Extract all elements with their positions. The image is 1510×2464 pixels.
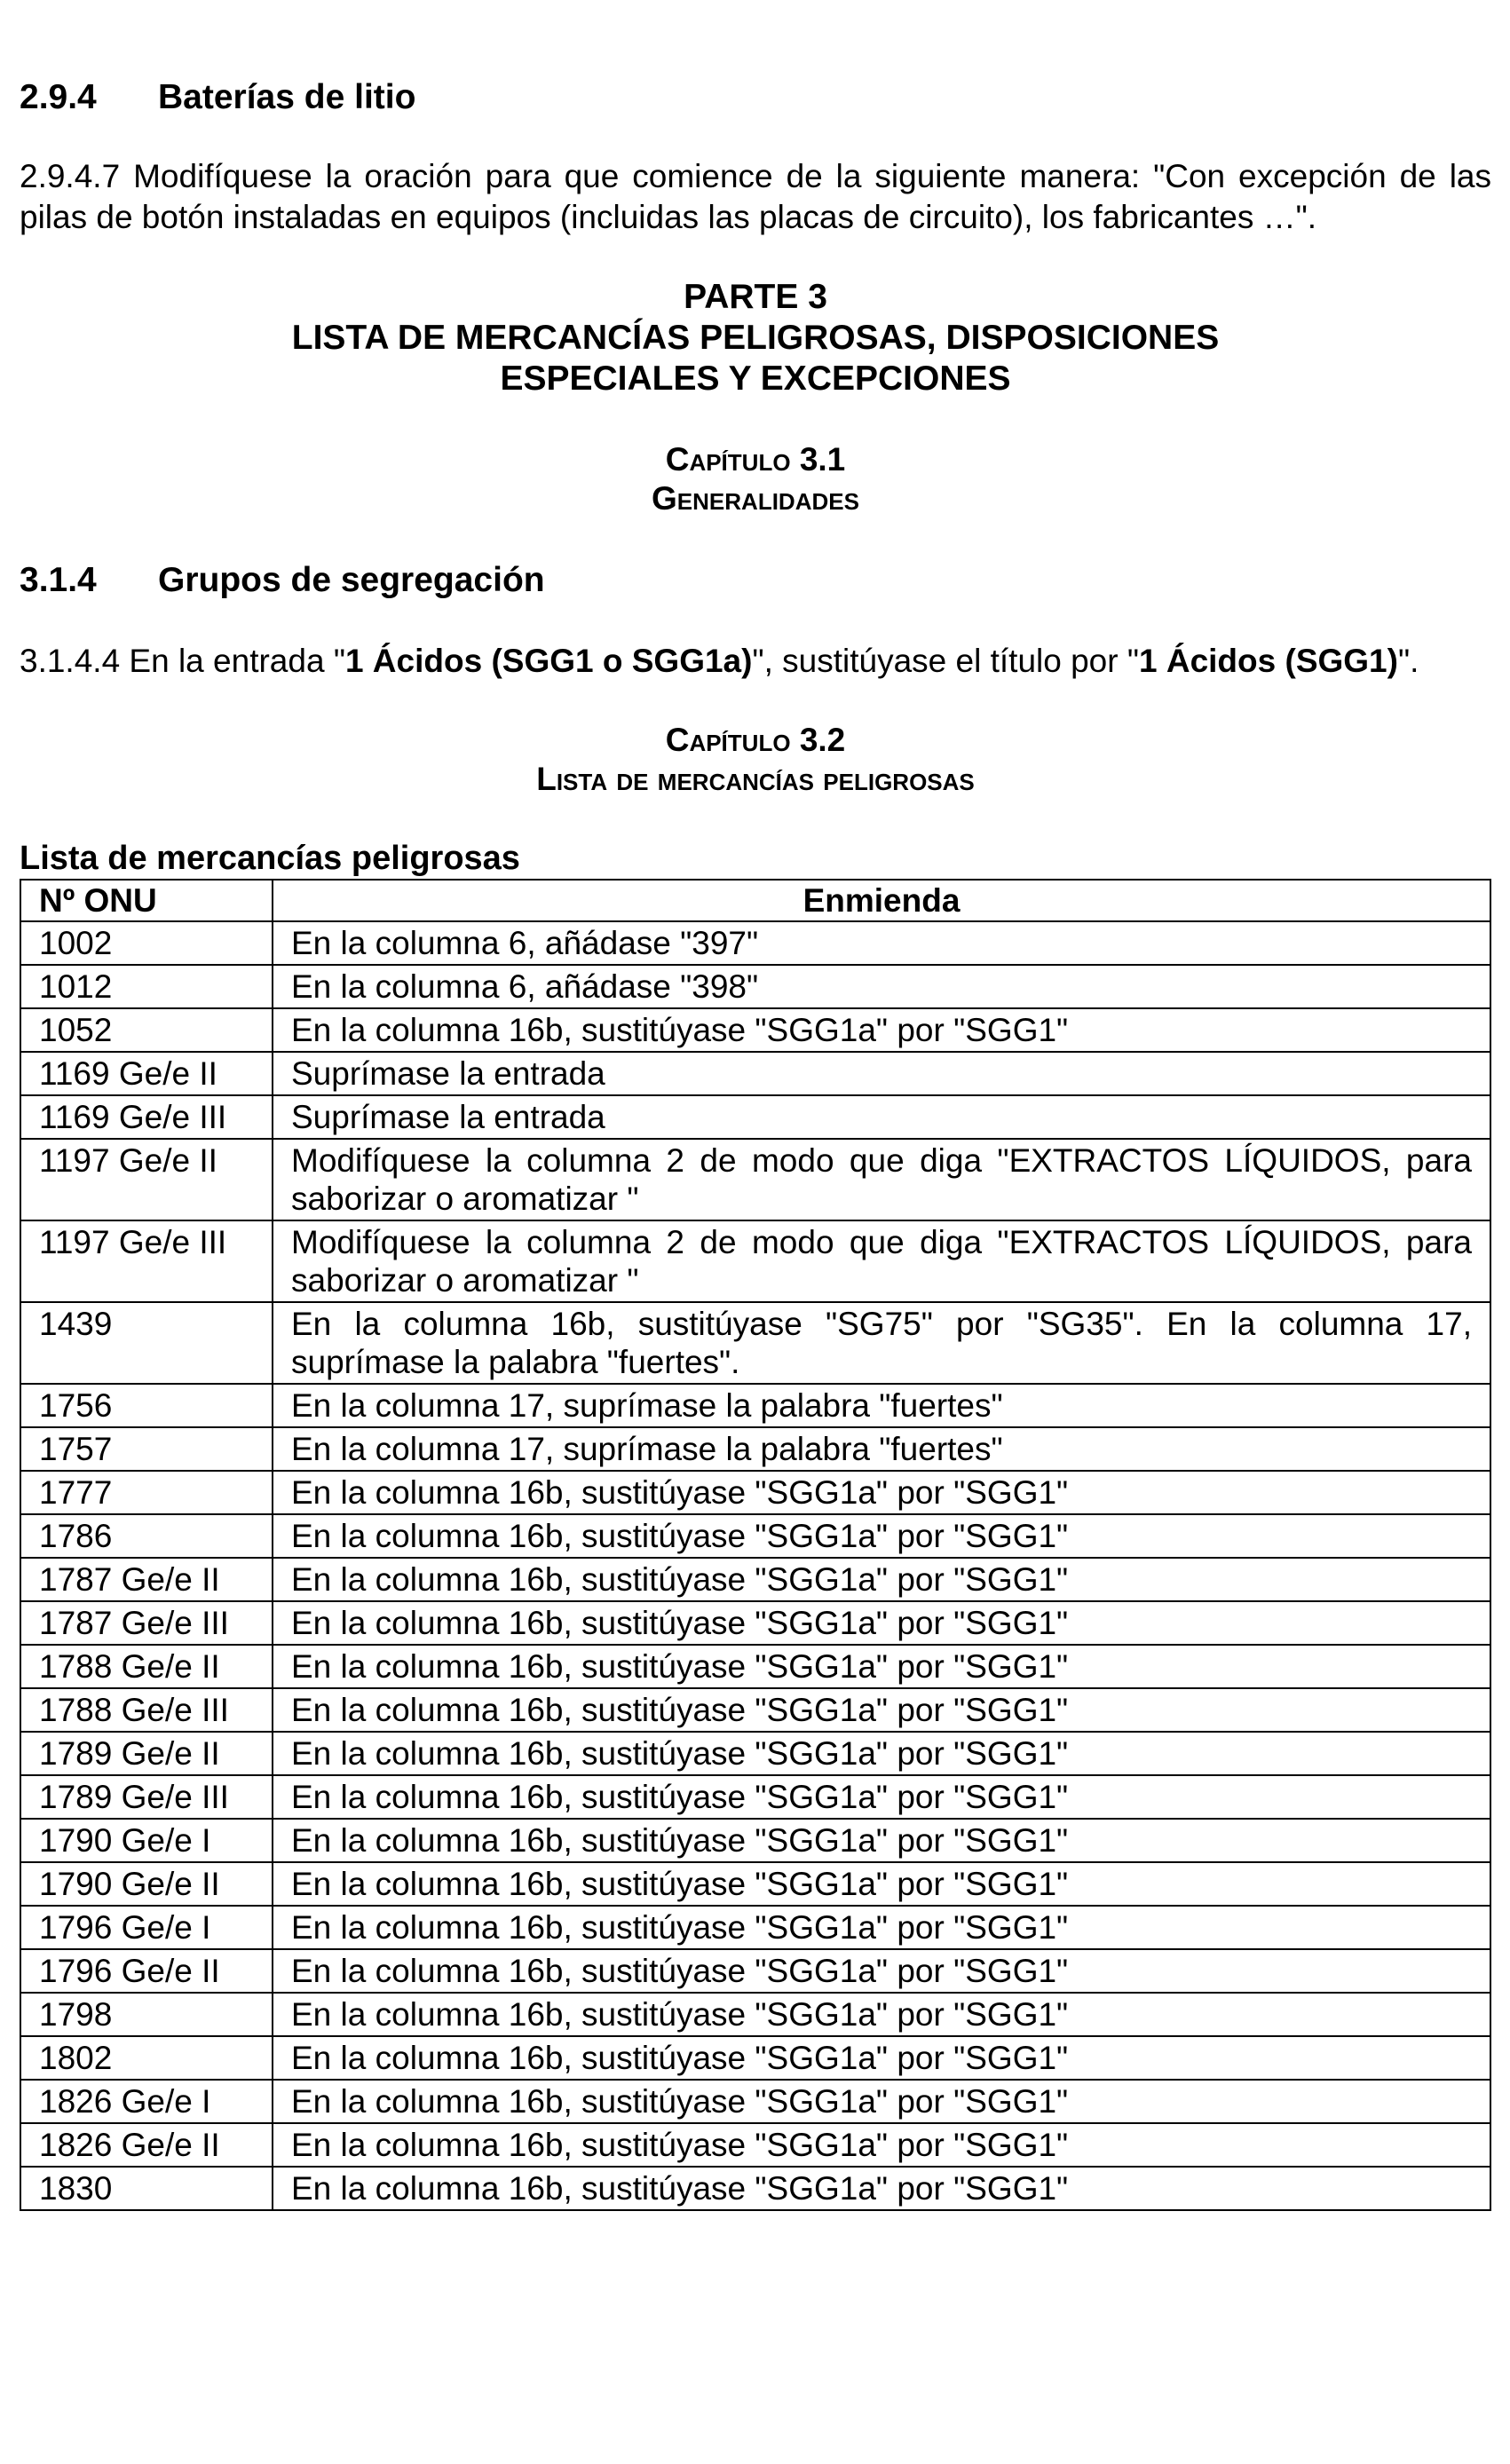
- cell-amendment: En la columna 16b, sustitúyase "SGG1a" por "SGG1": [273, 1819, 1490, 1862]
- cell-amendment: En la columna 6, añádase "398": [273, 965, 1490, 1008]
- cell-amendment: En la columna 16b, sustitúyase "SGG1a" por "SGG1": [273, 1645, 1490, 1688]
- paragraph-2-9-4-7: 2.9.4.7 Modifíquese la oración para que comience de la siguiente manera: "Con excepción de las pilas de botón instaladas en equipos (incluidas las placas de circuito), los fabricantes …".: [20, 158, 1491, 235]
- paragraph-prefix: 3.1.4.4 En la entrada ": [20, 643, 345, 679]
- cell-amendment: Suprímase la entrada: [273, 1052, 1490, 1095]
- table-row: [20, 1862, 1490, 1906]
- bold-entry-old: 1 Ácidos (SGG1 o SGG1a): [344, 643, 753, 679]
- cell-amendment: En la columna 16b, sustitúyase "SGG1a" por "SGG1": [273, 1906, 1490, 1949]
- table-row: [20, 1427, 1490, 1471]
- table-row: [20, 921, 1490, 965]
- section-number: 2.9.4: [20, 78, 97, 116]
- section-title: Baterías de litio: [158, 78, 416, 116]
- table-row: [20, 1384, 1490, 1427]
- table-body: [20, 921, 1490, 2210]
- chapter-3-2-heading: [20, 721, 1491, 799]
- section-title: Grupos de segregación: [158, 561, 545, 599]
- cell-un-number: 1052: [20, 1008, 273, 1052]
- cell-un-number: 1789 Ge/e III: [20, 1775, 273, 1819]
- cell-un-number: 1169 Ge/e III: [20, 1095, 273, 1139]
- chapter-label: Capítulo 3.2: [665, 722, 846, 758]
- cell-amendment: En la columna 16b, sustitúyase "SGG1a" por "SGG1": [273, 2036, 1490, 2080]
- table-row: [20, 1906, 1490, 1949]
- section-number: 3.1.4: [20, 561, 97, 599]
- cell-un-number: 1002: [20, 921, 273, 965]
- cell-un-number: 1830: [20, 2167, 273, 2210]
- table-row: [20, 1095, 1490, 1139]
- cell-un-number: 1790 Ge/e II: [20, 1862, 273, 1906]
- paragraph-middle: ", sustitúyase el título por ": [752, 643, 1139, 679]
- cell-un-number: 1169 Ge/e II: [20, 1052, 273, 1095]
- cell-un-number: 1826 Ge/e II: [20, 2123, 273, 2167]
- table-row: [20, 2167, 1490, 2210]
- document-page: [20, 76, 1491, 2211]
- part-number: PARTE 3: [684, 278, 827, 316]
- cell-un-number: 1798: [20, 1993, 273, 2036]
- cell-un-number: 1788 Ge/e III: [20, 1688, 273, 1732]
- cell-amendment: En la columna 16b, sustitúyase "SGG1a" por "SGG1": [273, 1471, 1490, 1514]
- cell-un-number: 1787 Ge/e II: [20, 1558, 273, 1601]
- cell-amendment: Modifíquese la columna 2 de modo que diga "EXTRACTOS LÍQUIDOS, para saborizar o aromatizar ": [273, 1220, 1490, 1302]
- table-row: [20, 1052, 1490, 1095]
- table-header-row: [20, 880, 1490, 921]
- part-heading: [20, 277, 1491, 399]
- table-row: [20, 1220, 1490, 1302]
- cell-amendment: En la columna 16b, sustitúyase "SGG1a" por "SGG1": [273, 1558, 1490, 1601]
- cell-amendment: En la columna 16b, sustitúyase "SGG1a" por "SGG1": [273, 2167, 1490, 2210]
- cell-amendment: Suprímase la entrada: [273, 1095, 1490, 1139]
- cell-un-number: 1756: [20, 1384, 273, 1427]
- cell-un-number: 1802: [20, 2036, 273, 2080]
- table-row: [20, 1949, 1490, 1993]
- chapter-3-1-heading: [20, 440, 1491, 518]
- chapter-label: Capítulo 3.1: [665, 441, 846, 478]
- chapter-title: Lista de mercancías peligrosas: [536, 761, 975, 797]
- cell-amendment: En la columna 16b, sustitúyase "SG75" por "SG35". En la columna 17, suprímase la palabra "fuertes".: [273, 1302, 1490, 1384]
- paragraph-suffix: ".: [1397, 643, 1419, 679]
- cell-un-number: 1788 Ge/e II: [20, 1645, 273, 1688]
- chapter-title: Generalidades: [652, 480, 859, 517]
- table-row: [20, 1558, 1490, 1601]
- cell-amendment: En la columna 16b, sustitúyase "SGG1a" por "SGG1": [273, 1008, 1490, 1052]
- cell-amendment: En la columna 16b, sustitúyase "SGG1a" por "SGG1": [273, 1775, 1490, 1819]
- cell-un-number: 1012: [20, 965, 273, 1008]
- cell-amendment: En la columna 16b, sustitúyase "SGG1a" por "SGG1": [273, 1949, 1490, 1993]
- table-row: [20, 2123, 1490, 2167]
- section-heading-2-9-4: [20, 76, 1491, 119]
- table-row: [20, 1688, 1490, 1732]
- table-row: [20, 1732, 1490, 1775]
- cell-amendment: En la columna 16b, sustitúyase "SGG1a" por "SGG1": [273, 1732, 1490, 1775]
- cell-un-number: 1796 Ge/e II: [20, 1949, 273, 1993]
- cell-un-number: 1786: [20, 1514, 273, 1558]
- cell-amendment: En la columna 17, suprímase la palabra "fuertes": [273, 1384, 1490, 1427]
- amendments-table: [20, 879, 1491, 2211]
- cell-un-number: 1826 Ge/e I: [20, 2080, 273, 2123]
- cell-un-number: 1777: [20, 1471, 273, 1514]
- cell-un-number: 1787 Ge/e III: [20, 1601, 273, 1645]
- bold-entry-new: 1 Ácidos (SGG1): [1139, 643, 1398, 679]
- table-row: [20, 1645, 1490, 1688]
- table-row: [20, 1471, 1490, 1514]
- table-row: [20, 1514, 1490, 1558]
- table-row: [20, 2036, 1490, 2080]
- cell-amendment: En la columna 16b, sustitúyase "SGG1a" por "SGG1": [273, 1993, 1490, 2036]
- paragraph-3-1-4-4: [20, 641, 1491, 682]
- table-row: [20, 965, 1490, 1008]
- header-un-number: Nº ONU: [20, 880, 273, 921]
- cell-amendment: Modifíquese la columna 2 de modo que diga "EXTRACTOS LÍQUIDOS, para saborizar o aromatizar ": [273, 1139, 1490, 1220]
- cell-amendment: En la columna 16b, sustitúyase "SGG1a" por "SGG1": [273, 2080, 1490, 2123]
- cell-un-number: 1789 Ge/e II: [20, 1732, 273, 1775]
- cell-amendment: En la columna 16b, sustitúyase "SGG1a" por "SGG1": [273, 1688, 1490, 1732]
- cell-amendment: En la columna 16b, sustitúyase "SGG1a" por "SGG1": [273, 2123, 1490, 2167]
- part-title-line-1: LISTA DE MERCANCÍAS PELIGROSAS, DISPOSICIONES: [291, 319, 1220, 357]
- table-row: [20, 1775, 1490, 1819]
- cell-un-number: 1439: [20, 1302, 273, 1384]
- table-row: [20, 1139, 1490, 1220]
- table-row: [20, 1601, 1490, 1645]
- header-amendment: Enmienda: [273, 880, 1490, 921]
- table-title: Lista de mercancías peligrosas: [20, 840, 520, 877]
- cell-amendment: En la columna 16b, sustitúyase "SGG1a" por "SGG1": [273, 1514, 1490, 1558]
- cell-amendment: En la columna 17, suprímase la palabra "fuertes": [273, 1427, 1490, 1471]
- part-title-line-2: ESPECIALES Y EXCEPCIONES: [500, 359, 1011, 398]
- table-row: [20, 1302, 1490, 1384]
- cell-amendment: En la columna 16b, sustitúyase "SGG1a" por "SGG1": [273, 1601, 1490, 1645]
- table-row: [20, 1993, 1490, 2036]
- cell-un-number: 1197 Ge/e II: [20, 1139, 273, 1220]
- table-row: [20, 1008, 1490, 1052]
- cell-un-number: 1197 Ge/e III: [20, 1220, 273, 1302]
- cell-un-number: 1796 Ge/e I: [20, 1906, 273, 1949]
- table-row: [20, 1819, 1490, 1862]
- table-row: [20, 2080, 1490, 2123]
- cell-amendment: En la columna 6, añádase "397": [273, 921, 1490, 965]
- cell-un-number: 1790 Ge/e I: [20, 1819, 273, 1862]
- cell-un-number: 1757: [20, 1427, 273, 1471]
- section-heading-3-1-4: [20, 559, 1491, 602]
- cell-amendment: En la columna 16b, sustitúyase "SGG1a" por "SGG1": [273, 1862, 1490, 1906]
